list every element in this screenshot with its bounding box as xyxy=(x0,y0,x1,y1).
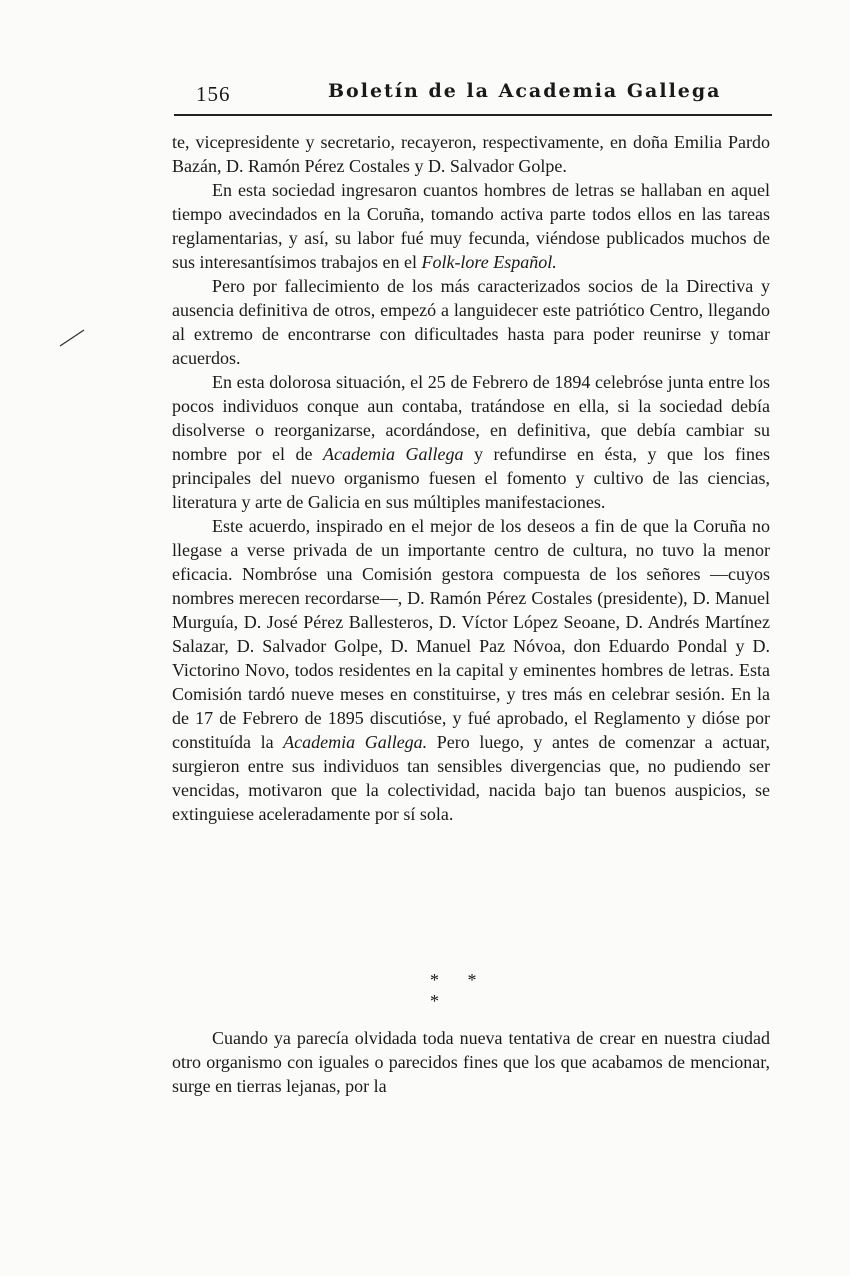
page-number: 156 xyxy=(196,82,231,106)
paragraph-1 xyxy=(172,130,770,178)
section-separator: * * * xyxy=(430,970,489,1011)
paragraph-5-text: Este acuerdo, inspirado en el mejor de los deseos a fin de que la Coruña no llegase a verse privada de un importante centro de cultura, no tuvo la menor eficacia. Nombróse una Comisión gestora compuesta de los señores —cuyos nombres merecen recordarse—, D. Ramón Pérez Costales (presidente), D. Manuel Murguía, D. José Pérez Ballesteros, D. Víctor López Seoane, D. Andrés Martínez Salazar, D. Salvador Golpe, D. Manuel Paz Nóvoa, don Eduardo Pondal y D. Victorino Novo, todos residentes en la capital y eminentes hombres de letras. Esta Comisión tardó nueve meses en constituirse, y tres más en celebrar sesión. En la de 17 de Febrero de 1895 discutióse, y fué aprobado, el Reglamento y dióse por constituída la xyxy=(172,516,770,752)
paragraph-1-text: te, vicepresidente y secretario, recayeron, respectivamente, en doña Emilia Pardo Bazán, D. Ramón Pérez Costales y D. Salvador Golpe. xyxy=(172,132,770,176)
journal-title: Boletín de la Academia Gallega xyxy=(328,80,722,102)
margin-pencil-mark xyxy=(58,326,88,350)
paragraph-4-text: En esta dolorosa situación, el 25 de Febrero de 1894 celebróse junta entre los pocos individuos conque aun contaba, tratándose en ella, si la sociedad debía disolverse o reorganizarse, acordándose, en definitiva, que debía cambiar su nombre por el de xyxy=(172,372,770,464)
paragraph-3 xyxy=(172,274,770,370)
paragraph-4-italic: Academia Gallega xyxy=(323,444,464,464)
paragraph-2-text: En esta sociedad ingresaron cuantos hombres de letras se hallaban en aquel tiempo avecindados en la Coruña, tomando activa parte todos ellos en las tareas reglamentarias, y así, su labor fué muy fecunda, viéndose publicados muchos de sus interesantísimos trabajos en el xyxy=(172,180,770,272)
paragraph-5-tail: Pero luego, y antes de comenzar a actuar, surgieron entre sus individuos tan sensibles divergencias que, no pudiendo ser vencidas, motivaron que la colectividad, nacida bajo tan buenos auspicios, se extinguiese aceleradamente por sí sola. xyxy=(172,732,770,824)
paragraph-5-italic: Academia Gallega. xyxy=(283,732,428,752)
running-head xyxy=(196,80,776,110)
paragraph-3-text: Pero por fallecimiento de los más caracterizados socios de la Directiva y ausencia definitiva de otros, empezó a languidecer este patriótico Centro, llegando al extremo de encontrarse con dificultades hasta para poder reunirse y tomar acuerdos. xyxy=(172,276,770,368)
paragraph-4-tail: y refundirse en ésta, y que los fines principales del nuevo organismo fuesen el fomento y cultivo de las ciencias, literatura y arte de Galicia en sus múltiples manifestaciones. xyxy=(172,444,770,512)
paragraph-6: Cuando ya parecía olvidada toda nueva tentativa de crear en nuestra ciudad otro organismo con iguales o parecidos fines que los que acabamos de mencionar, surge en tierras lejanas, por la xyxy=(172,1028,770,1096)
body-text-continued xyxy=(172,1026,770,1098)
paragraph-2 xyxy=(172,178,770,274)
body-text xyxy=(172,130,770,826)
paragraph-4 xyxy=(172,370,770,514)
header-rule xyxy=(174,114,772,116)
paragraph-2-italic: Folk-lore Español. xyxy=(421,252,557,272)
paragraph-5 xyxy=(172,514,770,826)
